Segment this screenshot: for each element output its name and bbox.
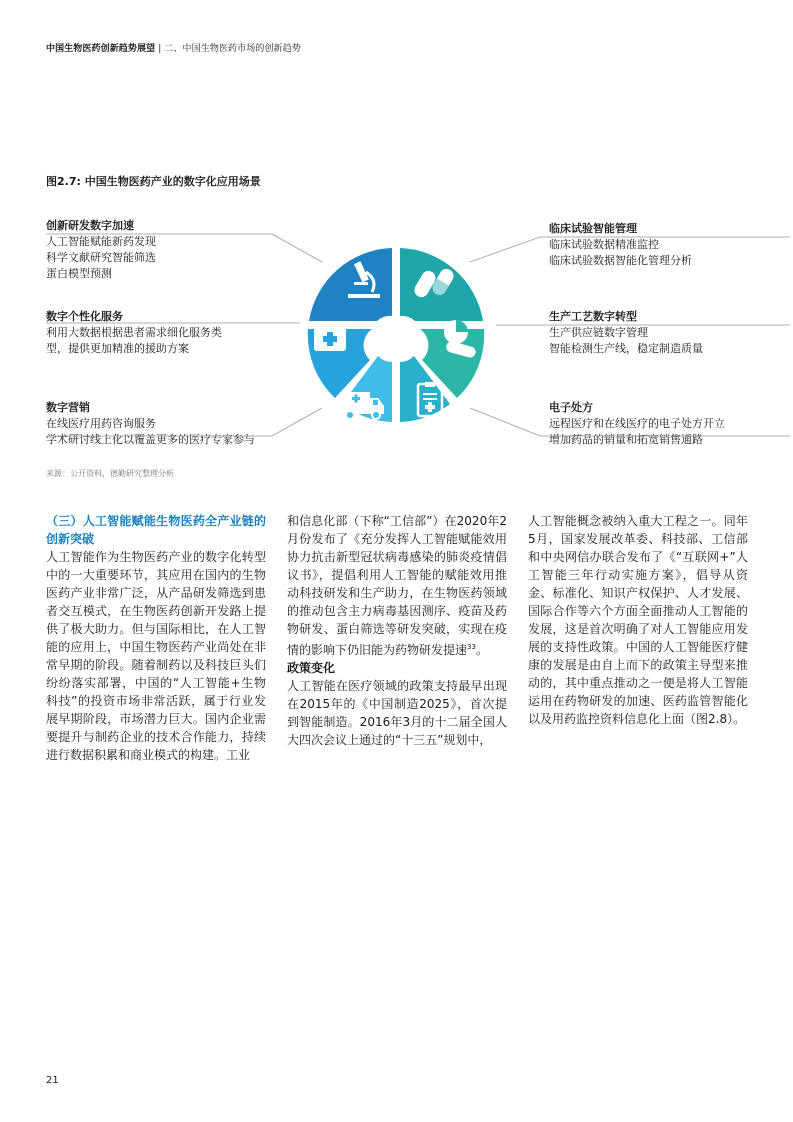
figure-title: 图2.7: 中国生物医药产业的数字化应用场景	[46, 175, 261, 188]
digital-scenarios-diagram	[0, 0, 793, 470]
category-heading: 临床试验智能管理	[549, 222, 637, 235]
figure-source: 来源：公开资料，德勤研究整理分析	[46, 469, 174, 478]
paragraph	[287, 512, 507, 659]
text-column-1	[46, 512, 266, 764]
category-heading: 数字营销	[46, 401, 90, 414]
category-line: 生产供应链数字管理	[549, 326, 648, 339]
category-line: 在线医疗用药咨询服务	[46, 417, 156, 430]
paragraph: 人工智能概念被纳入重大工程之一。同年5月，国家发展改革委、科技部、工信部和中央网信办联合发布了《“互联网+”人工智能三年行动实施方案》，倡导从资金、标准化、知识产权保护、人才发展、国际合作等六个方面全面推动人工智能的发展，这是首次明确了对人工智能应用发展的支持性政策。中国的人工智能医疗健康的发展是由自上而下的政策主导型来推动的，其中重点推动之一便是将人工智能运用在药物研发的加速、医药监管智能化以及用药监控资料信息化上面（图2.8）。	[528, 514, 748, 726]
footnote-ref: 33	[467, 643, 476, 651]
paragraph-text: 和信息化部（下称“工信部”）在2020年2月份发布了《充分发挥人工智能赋能效用协力抗击新型冠状病毒感染的肺炎疫情倡议书》，提倡利用人工智能的赋能效用推动科技研发和生产助力，在生物医药领域的推动包含主力病毒基因测序、疫苗及药物研发、蛋白筛选等研发突破，实现在疫情的影响下仍旧能为药物研发提速	[287, 514, 507, 657]
category-line: 型，提供更加精准的援助方案	[46, 342, 189, 355]
paragraph: 人工智能作为生物医药产业的数字化转型中的一大重要环节，其应用在国内的生物医药产业非常广泛，从产品研发筛选到患者交互模式，在生物医药创新开发路上提供了极大助力。但与国际相比，在人工智能的应用上，中国生物医药产业尚处在非常早期的阶段。随着制药以及科技巨头们纷纷落实部署，中国的“人工智能+生物科技”的投资市场非常活跃，属于行业发展早期阶段，市场潜力巨大。国内企业需要提升与制药企业的技术合作能力，持续进行数据积累和商业模式的构建。工业	[46, 550, 266, 762]
category-line: 远程医疗和在线医疗的电子处方开立	[549, 417, 725, 430]
connector-line	[470, 237, 790, 262]
category-heading: 生产工艺数字转型	[549, 310, 637, 323]
section-title: （三）人工智能赋能生物医药全产业链的创新突破	[46, 514, 266, 546]
category-line: 科学文献研究智能筛选	[46, 251, 156, 264]
connector-line	[46, 408, 322, 436]
report-title: 中国生物医药创新趋势展望	[46, 44, 156, 54]
chapter-title: 二、中国生物医药市场的创新趋势	[164, 44, 301, 54]
text-column-2	[287, 512, 507, 749]
category-line: 学术研讨线上化以覆盖更多的医疗专家参与	[46, 433, 255, 446]
category-heading: 数字个性化服务	[46, 310, 123, 323]
category-line: 人工智能赋能新药发现	[46, 235, 156, 248]
category-line: 智能检测生产线，稳定制造质量	[549, 342, 703, 355]
paragraph-end: 。	[475, 643, 488, 657]
category-heading: 创新研发数字加速	[46, 219, 134, 232]
category-line: 临床试验数据精准监控	[549, 238, 659, 251]
header-separator: |	[158, 44, 162, 54]
policy-heading: 政策变化	[287, 661, 336, 675]
segment-rd	[309, 248, 392, 321]
connector-line	[46, 234, 322, 262]
connector-line	[470, 408, 790, 436]
page-number: 21	[46, 1075, 59, 1086]
category-heading: 电子处方	[549, 401, 593, 414]
text-column-3	[528, 512, 748, 728]
medical-kit-icon	[314, 322, 346, 351]
category-line: 增加药品的销量和拓宽销售通路	[549, 433, 703, 446]
category-line: 临床试验数据智能化管理分析	[549, 254, 692, 267]
category-line: 利用大数据根据患者需求细化服务类	[46, 326, 222, 339]
paragraph: 人工智能在医疗领域的政策支持最早出现在2015年的《中国制造2025》，首次提到智能制造。2016年3月的十二届全国人大四次会议上通过的“十三五”规划中，	[287, 679, 507, 747]
category-line: 蛋白模型预测	[46, 267, 112, 280]
